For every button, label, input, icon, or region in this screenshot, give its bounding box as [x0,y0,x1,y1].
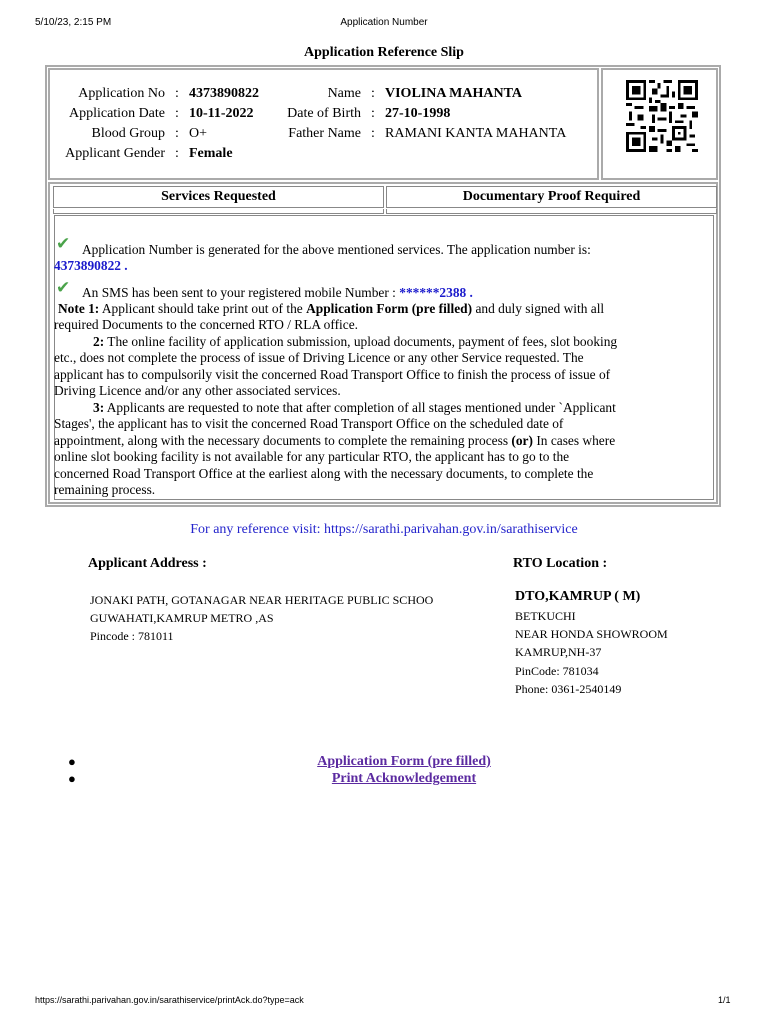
documentary-proof-cell [386,209,717,214]
colon: : [175,146,179,161]
reference-link-text: For any reference visit: https://sarathi.parivahan.gov.in/sarathiservice [190,522,578,537]
print-acknowledgement-link[interactable]: Print Acknowledgement [331,771,477,786]
note-3-line-3 [54,433,615,449]
print-url: https://sarathi.parivahan.gov.in/sarathiservice/printAck.do?type=ack [35,995,304,1005]
sms-text: An SMS has been sent to your registered mobile Number : [82,285,396,300]
application-no-label: Application No [78,86,165,101]
note-2-label: 2: [93,334,105,349]
colon: : [371,86,375,101]
bullet-icon: ● [68,754,76,769]
services-requested-cell [53,209,384,214]
name-value: VIOLINA MAHANTA [385,86,523,101]
check-icon: ✔ [56,278,71,298]
colon: : [371,126,375,141]
colon: : [371,106,375,121]
note-2-line-1: The online facility of application submission, upload documents, payment of fees, slot booking [107,334,618,349]
note-3-line-3a: appointment, along with the necessary documents to complete the remaining process [54,433,509,448]
father-name-label: Father Name [288,126,361,141]
rto-office: DTO,KAMRUP ( M) [515,589,641,604]
qr-code-icon [626,80,698,152]
application-no-value: 4373890822 [189,86,259,101]
note-3-line-2: Stages', the applicant has to visit the concerned Road Transport Office on the scheduled date of [54,416,564,431]
note-1-bold: Application Form (pre filled) [306,301,473,316]
note-3-line-4: online slot booking facility is not available for any particular RTO, the applicant has to go to the [54,449,570,464]
print-datetime: 5/10/23, 2:15 PM [35,17,112,28]
colon: : [175,106,179,121]
colon: : [175,126,179,141]
application-date-label: Application Date [68,106,165,121]
note-3-line-3b: In cases where [536,433,616,448]
services-requested-header: Services Requested [53,186,384,208]
rto-phone: Phone: 0361-2540149 [515,682,622,696]
rto-pincode: PinCode: 781034 [515,664,599,678]
application-form-link[interactable]: Application Form (pre filled) [317,754,491,769]
note-2-line-4: Driving Licence and/or any other associated services. [54,383,341,398]
dob-label: Date of Birth [287,106,361,121]
note-3-line-6: remaining process. [54,482,156,497]
note-3 [93,400,616,416]
note-1 [58,301,604,317]
check-icon: ✔ [56,234,71,254]
gender-value: Female [189,146,233,161]
note-3-label: 3: [93,400,105,415]
colon: : [175,86,179,101]
bullet-icon: ● [68,771,76,786]
name-label: Name [327,86,361,101]
documentary-proof-header: Documentary Proof Required [386,186,717,208]
note-3-line-1: Applicants are requested to note that after completion of all stages mentioned under `Applicant [106,400,616,415]
address-line-1: JONAKI PATH, GOTANAGAR NEAR HERITAGE PUBLIC SCHOO [90,593,434,607]
address-line-2: GUWAHATI,KAMRUP METRO ,AS [90,611,274,625]
note-3-or: (or) [511,433,533,448]
applicant-address-title: Applicant Address : [88,556,207,571]
rto-line-2: NEAR HONDA SHOWROOM [515,627,668,641]
dob-value: 27-10-1998 [385,106,451,121]
application-date-value: 10-11-2022 [189,106,254,121]
print-doc-title: Application Number [340,17,428,28]
page-number: 1/1 [718,995,731,1005]
note-2-line-2: etc., does not complete the process of issue of Driving Licence or any other Service requested. The [54,350,584,365]
note-1-label: Note 1: [58,301,100,316]
note-1-line-2: required Documents to the concerned RTO / RLA office. [54,317,358,332]
blood-group-value: O+ [189,126,208,141]
blood-group-label: Blood Group [91,126,165,141]
rto-line-1: BETKUCHI [515,609,576,623]
note-1-text-a: Applicant should take print out of the [101,301,303,316]
rto-location-title: RTO Location : [513,556,608,571]
applicant-details-box [48,68,599,180]
note-2 [93,334,617,350]
slip-title: Application Reference Slip [304,45,464,60]
rto-line-3: KAMRUP,NH-37 [515,645,602,659]
app-number-message: Application Number is generated for the above mentioned services. The application number is: [82,242,591,257]
masked-mobile: ******2388 . [399,285,473,300]
address-pincode: Pincode : 781011 [90,629,174,643]
app-number-highlight: 4373890822 . [54,258,128,273]
father-name-value: RAMANI KANTA MAHANTA [385,126,567,141]
note-3-line-5: concerned Road Transport Office at the earliest along with the necessary documents, to complete the [54,466,594,481]
note-1-text-b: and duly signed with all [475,301,605,316]
sms-message [82,285,473,301]
note-2-line-3: applicant has to compulsorily visit the concerned Road Transport Office to finish the process of issue of [54,367,611,382]
gender-label: Applicant Gender [65,146,165,161]
